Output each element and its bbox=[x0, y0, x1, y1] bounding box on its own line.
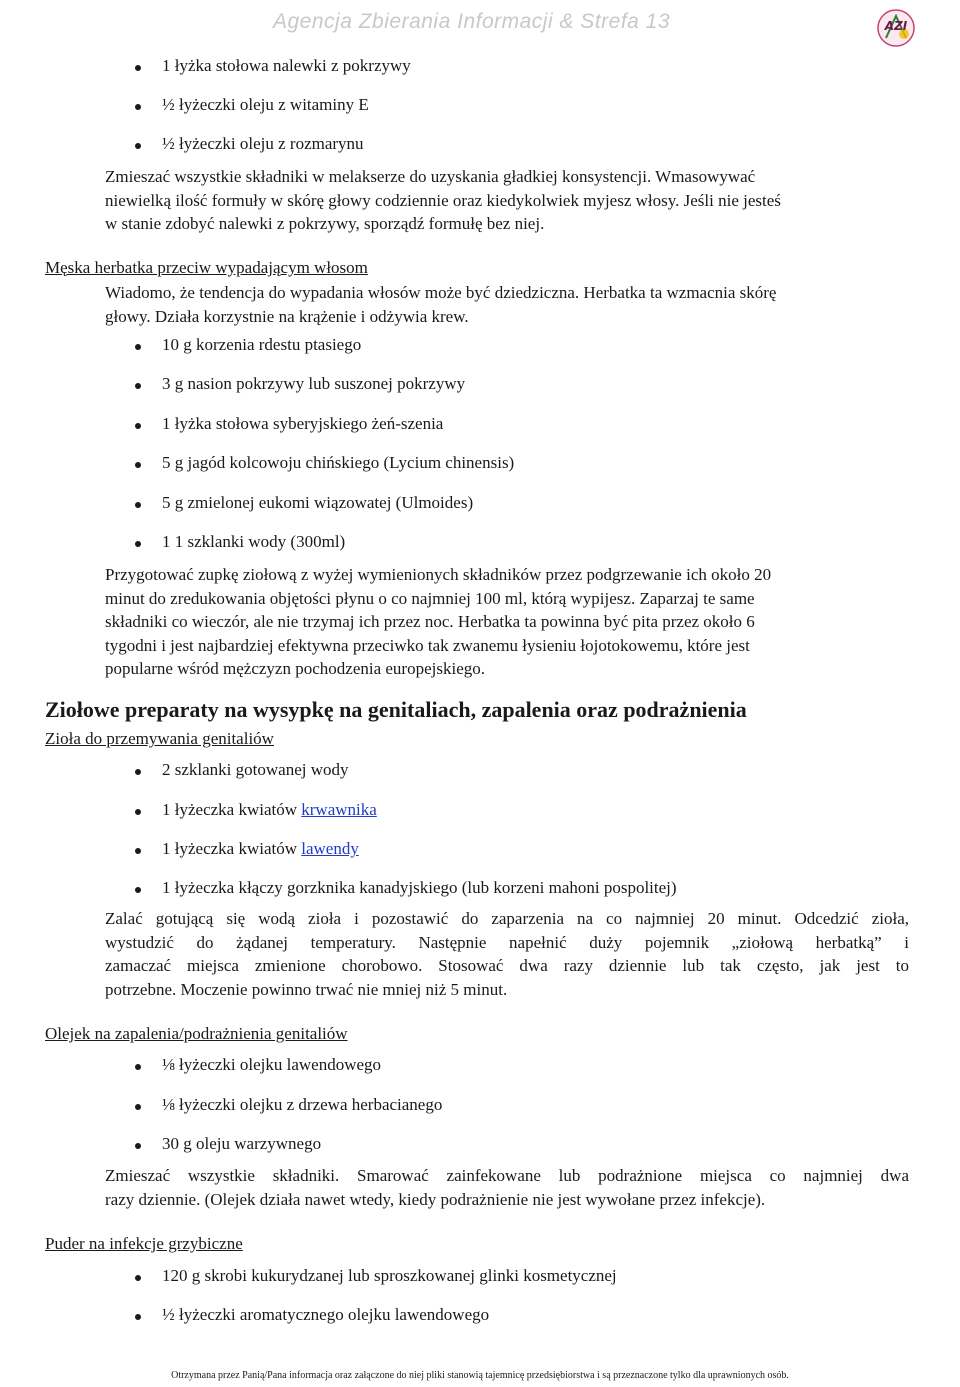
list-item: ½ łyżeczki oleju z witaminy E bbox=[162, 95, 369, 115]
bullet-icon bbox=[135, 1064, 141, 1070]
link-lawenda[interactable]: lawendy bbox=[301, 839, 359, 858]
bullet-icon bbox=[135, 65, 141, 71]
bullet-icon bbox=[135, 462, 141, 468]
bullet-icon bbox=[135, 1104, 141, 1110]
list-item: 1 łyżka stołowa nalewki z pokrzywy bbox=[162, 56, 411, 76]
paragraph-4 bbox=[105, 907, 909, 1001]
list-item: 30 g oleju warzywnego bbox=[162, 1134, 321, 1154]
text-line: Zmieszać wszystkie składniki. Smarować zainfekowane lub podrażnione miejsca co najmniej dwa bbox=[105, 1166, 909, 1185]
list-item: 5 g jagód kolcowoju chińskiego (Lycium chinensis) bbox=[162, 453, 514, 473]
text-line: razy dziennie. (Olejek działa nawet wtedy, kiedy podrażnienie nie jest wywołane przez infekcje). bbox=[105, 1189, 766, 1209]
subheading-powder: Puder na infekcje grzybiczne bbox=[45, 1234, 243, 1253]
agency-logo-icon bbox=[876, 8, 916, 48]
subheading-herbal-tea: Męska herbatka przeciw wypadającym włosom bbox=[45, 258, 368, 277]
bullet-icon bbox=[135, 848, 141, 854]
bullet-icon bbox=[135, 423, 141, 429]
paragraph-2 bbox=[105, 281, 897, 328]
header-title: Agencja Zbierania Informacji & Strefa 13 bbox=[273, 10, 671, 33]
bullet-icon bbox=[135, 809, 141, 815]
text-line: popularne wśród mężczyzn pochodzenia europejskiego. bbox=[105, 659, 485, 678]
bullet-icon bbox=[135, 1143, 141, 1149]
subheading-wash-herbs: Zioła do przemywania genitaliów bbox=[45, 729, 274, 748]
bullet-icon bbox=[135, 502, 141, 508]
list-item: 1 łyżeczka kwiatów lawendy bbox=[162, 839, 359, 859]
text-line: składniki co wieczór, ale nie trzymaj ich przez noc. Herbatka ta powinna być pita przez około 6 bbox=[105, 612, 755, 631]
bullet-icon bbox=[135, 143, 141, 149]
bullet-icon bbox=[135, 541, 141, 547]
text-line: tygodni i jest najbardziej efektywna przeciwko tak zwanemu łysieniu łojotokowemu, które jest bbox=[105, 635, 750, 655]
bullet-icon bbox=[135, 104, 141, 110]
list-item: 1 łyżeczka kwiatów krwawnika bbox=[162, 800, 377, 820]
text-line: w stanie zdobyć nalewki z pokrzywy, sporządź formułę bez niej. bbox=[105, 214, 545, 233]
list-item: ½ łyżeczki aromatycznego olejku lawendowego bbox=[162, 1305, 489, 1325]
list-item: 1 1 szklanki wody (300ml) bbox=[162, 532, 345, 552]
text-line: niewielką ilość formuły w skórę głowy codziennie oraz kiedykolwiek myjesz włosy. Jeśli nie jesteś bbox=[105, 190, 781, 210]
logo-text: AZI bbox=[884, 19, 908, 33]
bullet-icon bbox=[135, 887, 141, 893]
text-line: Wiadomo, że tendencja do wypadania włosów może być dziedziczna. Herbatka ta wzmacnia skórę bbox=[105, 283, 777, 302]
list-item: 3 g nasion pokrzywy lub suszonej pokrzywy bbox=[162, 374, 465, 394]
list-item: 1 łyżeczka kłączy gorzknika kanadyjskiego (lub korzeni mahoni pospolitej) bbox=[162, 878, 677, 898]
list-item: ⅛ łyżeczki olejku z drzewa herbacianego bbox=[162, 1095, 442, 1115]
footer-confidentiality-note: Otrzymana przez Panią/Pana informacja oraz załączone do niej pliki stanowią tajemnicę przedsiębiorstwa i są przeznaczone tylko dla uprawnionych osób. bbox=[171, 1370, 789, 1381]
list-item: 1 łyżka stołowa syberyjskiego żeń-szenia bbox=[162, 414, 443, 434]
list-item: 5 g zmielonej eukomi wiązowatej (Ulmoides) bbox=[162, 493, 473, 513]
section-title: Ziołowe preparaty na wysypkę na genitaliach, zapalenia oraz podrażnienia bbox=[45, 697, 747, 722]
bullet-icon bbox=[135, 344, 141, 350]
text-line: wystudzić do żądanej temperatury. Następnie napełnić duży pojemnik „ziołową herbatką” i bbox=[105, 932, 909, 952]
bullet-icon bbox=[135, 383, 141, 389]
list-item: 10 g korzenia rdestu ptasiego bbox=[162, 335, 361, 355]
text-line: zamaczać miejsca zmienione chorobowo. Stosować dwa razy dziennie lub tak często, jak jest to bbox=[105, 956, 909, 975]
text-line: Przygotować zupkę ziołową z wyżej wymienionych składników przez podgrzewanie ich około 20 bbox=[105, 565, 772, 584]
list-item: ½ łyżeczki oleju z rozmarynu bbox=[162, 134, 364, 154]
bullet-icon bbox=[135, 1275, 141, 1281]
list-item: 120 g skrobi kukurydzanej lub sproszkowanej glinki kosmetycznej bbox=[162, 1266, 617, 1286]
subheading-oil: Olejek na zapalenia/podrażnienia genitaliów bbox=[45, 1024, 348, 1043]
paragraph-5 bbox=[105, 1164, 909, 1211]
text-line: minut do zredukowania objętości płynu o co najmniej 100 ml, którą wypijesz. Zaparzaj te same bbox=[105, 588, 755, 608]
bullet-icon bbox=[135, 769, 141, 775]
text-line: głowy. Działa korzystnie na krążenie i odżywia krew. bbox=[105, 306, 469, 326]
text-line: potrzebne. Moczenie powinno trwać nie mniej niż 5 minut. bbox=[105, 979, 508, 999]
paragraph-1 bbox=[105, 165, 897, 236]
text-line: Zalać gotującą się wodą zioła i pozostawić do zaparzenia na co najmniej 20 minut. Odcedzić zioła, bbox=[105, 909, 909, 928]
list-item: ⅛ łyżeczki olejku lawendowego bbox=[162, 1055, 381, 1075]
link-krwawnik[interactable]: krwawnika bbox=[301, 800, 377, 819]
bullet-icon bbox=[135, 1314, 141, 1320]
list-item: 2 szklanki gotowanej wody bbox=[162, 760, 349, 780]
text-line: Zmieszać wszystkie składniki w melakserze do uzyskania gładkiej konsystencji. Wmasowywać bbox=[105, 167, 756, 186]
paragraph-3 bbox=[105, 563, 897, 681]
